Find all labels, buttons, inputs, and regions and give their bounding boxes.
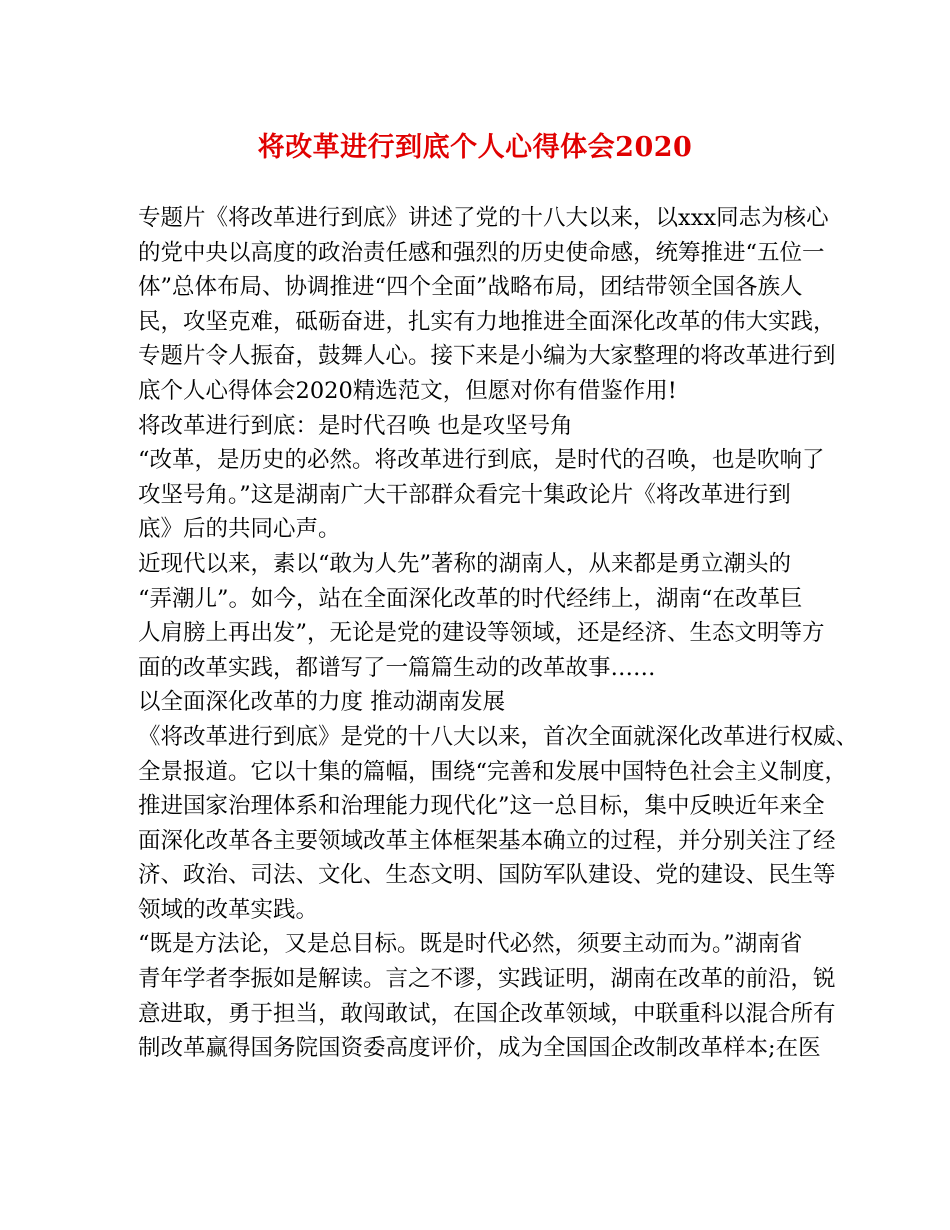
body-line: 制改革赢得国务院国资委高度评价，成为全国国企改制改革样本;在医 xyxy=(138,1035,821,1062)
body-line: 攻坚号角。”这是湖南广大干部群众看完十集政论片《将改革进行到 xyxy=(138,481,791,508)
body-line: 《将改革进行到底》是党的十八大以来，首次全面就深化改革进行权威、 xyxy=(138,723,859,750)
section-heading: 将改革进行到底：是时代召唤 也是攻坚号角 xyxy=(138,412,573,439)
body-line: “弄潮儿”。如今，站在全面深化改革的时代经纬上，湖南“在改革巨 xyxy=(138,585,803,612)
body-line: 的党中央以高度的政治责任感和强烈的历史使命感，统筹推进“五位一 xyxy=(138,239,825,266)
body-line: 体”总体布局、协调推进“四个全面”战略布局，团结带领全国各族人 xyxy=(138,274,803,301)
body-line: 底》后的共同心声。 xyxy=(138,516,341,543)
body-line: “既是方法论，又是总目标。既是时代必然，须要主动而为。”湖南省 xyxy=(138,931,803,958)
body-line: 底个人心得体会2020精选范文，但愿对你有借鉴作用! xyxy=(138,377,677,404)
body-line: “改革，是历史的必然。将改革进行到底，是时代的召唤，也是吹响了 xyxy=(138,447,825,474)
body-line: 青年学者李振如是解读。言之不谬，实践证明，湖南在改革的前沿，锐 xyxy=(138,966,836,993)
body-line: 领域的改革实践。 xyxy=(138,896,319,923)
body-line: 民，攻坚克难，砥砺奋进，扎实有力地推进全面深化改革的伟大实践， xyxy=(138,308,836,335)
body-line: 专题片《将改革进行到底》讲述了党的十八大以来，以xxx同志为核心 xyxy=(138,205,829,231)
body-line: 面深化改革各主要领域改革主体框架基本确立的过程，并分别关注了经 xyxy=(138,827,836,854)
body-line: 推进国家治理体系和治理能力现代化”这一总目标，集中反映近年来全 xyxy=(138,793,825,820)
document-title: 将改革进行到底个人心得体会2020 xyxy=(257,132,693,163)
body-line: 专题片令人振奋，鼓舞人心。接下来是小编为大家整理的将改革进行到 xyxy=(138,343,836,370)
section-heading: 以全面深化改革的力度 推动湖南发展 xyxy=(138,689,506,716)
body-line: 近现代以来，素以“敢为人先”著称的湖南人，从来都是勇立潮头的 xyxy=(138,550,792,577)
body-line: 全景报道。它以十集的篇幅，围绕“完善和发展中国特色社会主义制度， xyxy=(138,758,848,785)
body-line: 面的改革实践，都谱写了一篇篇生动的改革故事…… xyxy=(138,654,656,681)
body-line: 意进取，勇于担当，敢闯敢试，在国企改革领域，中联重科以混合所有 xyxy=(138,1000,836,1027)
document-body xyxy=(138,201,859,1066)
body-line: 济、政治、司法、文化、生态文明、国防军队建设、党的建设、民生等 xyxy=(138,862,836,889)
body-line: 人肩膀上再出发”，无论是党的建设等领域，还是经济、生态文明等方 xyxy=(138,620,825,647)
